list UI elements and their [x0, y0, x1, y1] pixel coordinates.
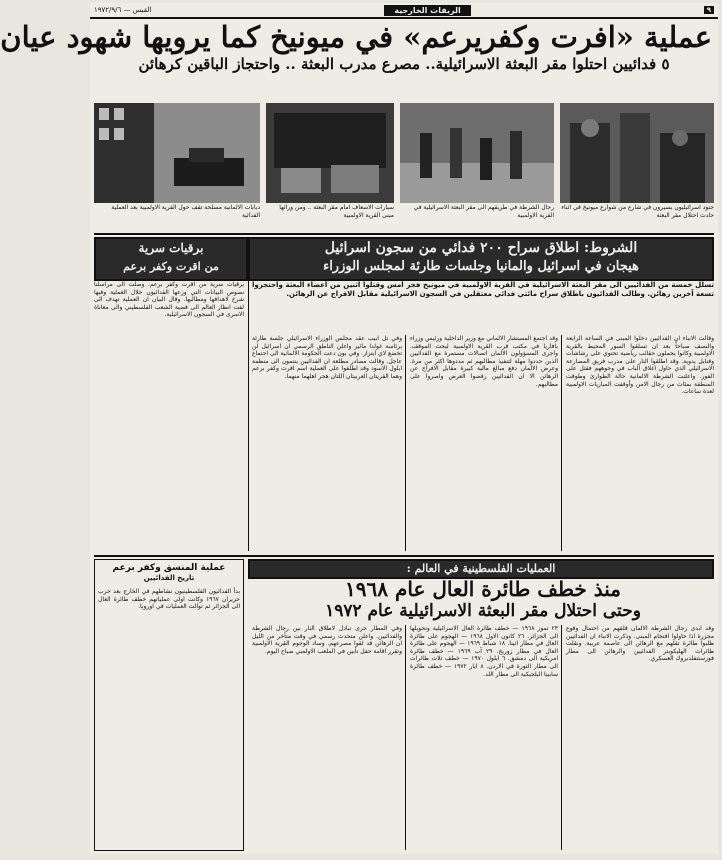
divider: [94, 233, 714, 235]
banner-cables-line2: من اقرت وكفر برعم: [123, 260, 219, 273]
operations-headline-2: وحتى احتلال مقر البعثة الاسرائيلية عام ١٩٧٢: [325, 601, 641, 621]
operations-headline-1: منذ خطف طائرة العال عام ١٩٦٨: [345, 577, 621, 601]
article-column: وفي المطار جرى تبادل لاطلاق النار بين رجال الشرطة والفدائيين. واعلن متحدث رسمي في وقت متأخر من الليل ان الرهائن قد لقوا مصرعهم. وساد الوجوم القرية الاولمبية وتقرر اقامة حفل تأبين في الملعب الاولمبي صباح اليوم.: [252, 625, 402, 655]
photo-caption: دبابات الالمانية مسلحة تقف حول القرية الاولمبية بعد العملية الفدائية: [111, 204, 260, 219]
column-rule: [561, 335, 562, 551]
photo-police: [400, 103, 554, 203]
page-number: ٩: [704, 6, 714, 14]
masthead-bar: [90, 3, 718, 19]
column-rule: [561, 625, 562, 850]
article-column: وفي تل ابيب عقد مجلس الوزراء الاسرائيلي جلسة طارئة برئاسة غولدا مائير واعلن الناطق الرسمي ان اسرائيل لن تخضع لاي ابتزاز. وفي بون دعت الحكومة الالمانية الى اجتماع عاجل. وقالت مصادر مطلعة ان الفدائيين ينتمون الى منظمة ايلول الاسود وقد اطلقوا على العملية اسم افرت وكفر برعم وهما القريتان العربيتان اللتان هجر اهلهما منهما.: [252, 335, 402, 380]
sidebar-box: [94, 559, 244, 851]
photo-caption: سيارات الاسعاف امام مقر البعثة .. ومن ورائها مبنى القرية الاولمبية: [279, 204, 394, 219]
cables-column: برقيات سرية من اقرت وكفر برعم. وصلت الى مراسلنا نصوص البيانات التي وزعها الفدائيون خلال العملية وفيها شرح لاهدافها ومطالبها. وقال البيان ان العملية تهدف الى لفت انظار العالم الى قضية الشعب الفلسطيني والى معاناة الاسرى في السجون الاسرائيلية.: [94, 281, 244, 319]
photo-ambulances: [266, 103, 394, 203]
sidebar-box-text: بدأ الفدائيون الفلسطينيون نشاطهم في الخارج بعد حرب حزيران ١٩٦٧ وكانت اولى عملياتهم خطف طائرة العال الى الجزائر ثم توالت العمليات في اوروبا.: [98, 588, 240, 611]
section-title: الريفات الخارجية: [384, 5, 470, 16]
chronology-column: ٢٣ تموز ١٩٦٨ — خطف طائرة العال الاسرائيلية وتحويلها الى الجزائر. ٢٦ كانون الاول ١٩٦٨ — الهجوم على طائرة العال في مطار اثينا. ١٨ شباط ١٩٦٩ — الهجوم على طائرة العال في مطار زوريخ. ٢٩ آب ١٩٦٩ — خطف طائرة امريكية الى دمشق. ٦ ايلول ١٩٧٠ — خطف ثلاث طائرات الى مطار الثورة في الاردن. ٨ ايار ١٩٧٢ — خطف طائرة سابينا البلجيكية الى مطار اللد.: [410, 625, 559, 678]
photo-caption: رجال الشرطة في طريقهم الى مقر البعثة الاسرائيلية في القرية الاولمبية: [413, 204, 554, 219]
article-column: وقد اجتمع المستشار الالماني مع وزير الداخلية ورئيس وزراء بافاريا في مكتب قرب القرية الاولمبية لبحث الموقف. واجرى المسؤولون الالمان اتصالات مستمرة مع الفدائيين الذين حددوا مهلة لتنفيذ مطالبهم ثم مددوها اكثر من مرة. وعرض الالمان دفع مبالغ مالية كبيرة مقابل الافراج عن الرهائن الا ان الفدائيين رفضوا العرض واصروا على مطالبهم.: [410, 335, 558, 388]
photo-caption: جنود اسرائيليون يسيرون في شارع من شوارع ميونيخ في اثناء حادث احتلال مقر البعثة: [561, 204, 714, 219]
banner-demands-line2: هيجان في اسرائيل والمانيا وجلسات طارئة لمجلس الوزراء: [323, 259, 639, 274]
banner-cables-line1: برقيات سرية: [138, 241, 204, 255]
article-column: وقد ابدى رجال الشرطة الالمان قلقهم من احتمال وقوع مجزرة اذا حاولوا اقتحام المبنى. وذكرت الانباء ان الفدائيين طلبوا طائرة تقلهم مع الرهائن الى عاصمة عربية. ونقلت طائرات الهليكوبتر الفدائيين والرهائن الى مطار فورستنفلدبروك العسكري.: [566, 625, 714, 663]
sidebar-box-title: عملية المنسق وكفر برعم: [112, 563, 226, 573]
photo-tanks: [94, 103, 260, 203]
sub-headline: ٥ فدائيين احتلوا مقر البعثة الاسرائيلية.. مصرع مدرب البعثة .. واحتجاز الباقين كرهائن: [138, 55, 670, 73]
newspaper-page: [0, 3, 718, 854]
issue-date: القبس — ١٩٧٢/٩/٦: [94, 6, 152, 14]
article-column: وقالت الانباء ان الفدائيين دخلوا المبنى في الساعة الرابعة والنصف صباحاً بعد ان تسلقوا السور المحيط بالقرية الاولمبية وكانوا يحملون حقائب رياضية تحتوي على رشاشات وقنابل يدوية. وقد اطلقوا النار على مدرب فريق المصارعة الاسرائيلي الذي حاول اغلاق الباب في وجوههم فقتل على الفور. واعلنت الشرطة الالمانية حالة الطوارئ وطوقت المنطقة بمئات من رجال الامن وأوقفت المباريات الاولمبية لعدة ساعات.: [566, 335, 714, 396]
column-rule: [405, 335, 406, 551]
column-rule: [248, 281, 249, 551]
photo-soldiers: [560, 103, 714, 203]
main-headline: عملية «افرت وكفريرعم» في ميونيخ كما يرويها شهود عيان: [0, 20, 712, 54]
sidebar-box-subtitle: تاريخ الفدائيين: [143, 573, 195, 582]
column-rule: [405, 625, 406, 850]
banner-demands: [248, 237, 714, 281]
banner-cables: [94, 237, 248, 281]
banner-demands-line1: الشروط: اطلاق سراح ٢٠٠ فدائي من سجون اسرائيل: [324, 240, 638, 256]
divider: [94, 555, 714, 557]
operations-heading-bar: العمليات الفلسطينية في العالم :: [248, 559, 714, 579]
lead-paragraph: تسلل خمسة من الفدائيين الى مقر البعثة الاسرائيلية في القرية الاولمبية في ميونيخ فجر امس وقتلوا اثنين من اعضاء البعثة واحتجزوا تسعة آخرين رهائن. وطالب الفدائيون باطلاق سراح مائتي فدائي معتقلين في السجون الاسرائيلية مقابل الافراج عن الرهائن.: [252, 281, 714, 298]
